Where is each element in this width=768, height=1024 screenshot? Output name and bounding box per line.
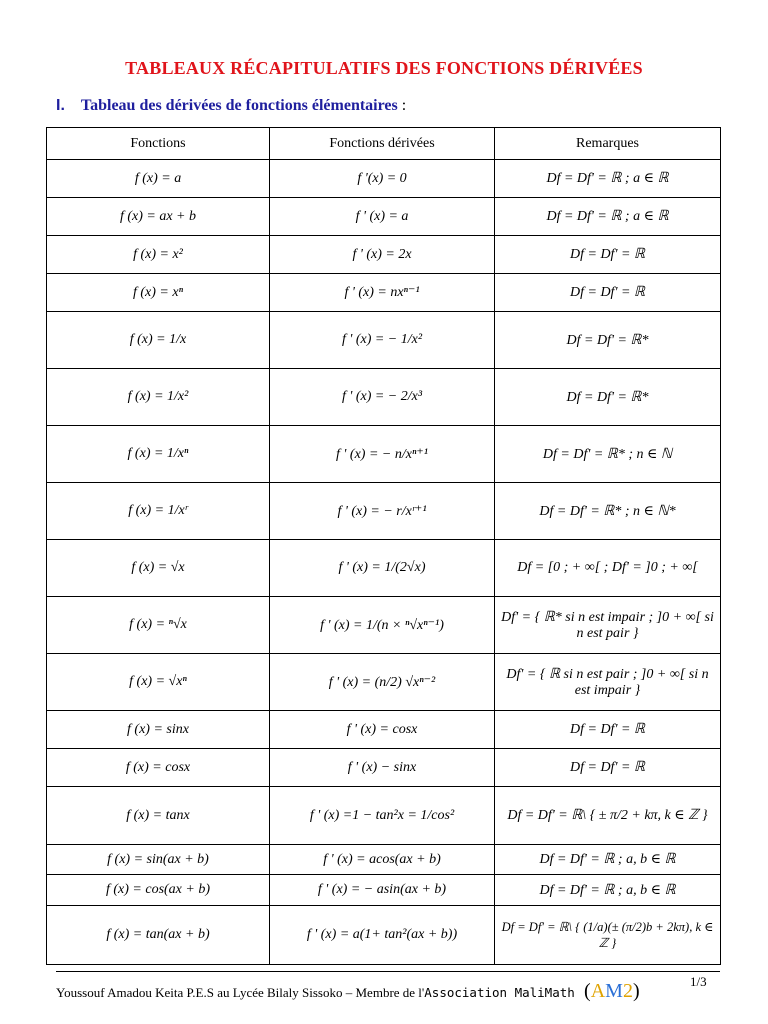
table-row — [47, 274, 721, 312]
remark-cell: Df = Df' = ℝ* — [495, 369, 721, 426]
function-cell: f (x) = tan(ax + b) — [47, 906, 270, 965]
section-heading-suffix: : — [397, 97, 407, 114]
derivative-cell: f ' (x) = 2x — [270, 236, 495, 274]
section-heading — [56, 97, 406, 115]
remark-cell: Df = Df' = ℝ* — [495, 312, 721, 369]
derivative-cell: f ' (x) = nxⁿ⁻¹ — [270, 274, 495, 312]
header-remarks: Remarques — [495, 128, 721, 160]
header-functions: Fonctions — [47, 128, 270, 160]
remark-cell: Df = Df' = ℝ* ; n ∈ ℕ — [495, 426, 721, 483]
function-cell: f (x) = ax + b — [47, 198, 270, 236]
remark-cell: Df = Df' = ℝ ; a, b ∈ ℝ — [495, 875, 721, 906]
table-row — [47, 787, 721, 845]
table-row — [47, 597, 721, 654]
remark-cell: Df = Df' = ℝ ; a ∈ ℝ — [495, 160, 721, 198]
function-cell: f (x) = 1/x² — [47, 369, 270, 426]
function-cell: f (x) = 1/xⁿ — [47, 426, 270, 483]
table-row — [47, 749, 721, 787]
derivative-cell: f ' (x) = − n/xⁿ⁺¹ — [270, 426, 495, 483]
derivative-cell: f ' (x) =1 − tan²x = 1/cos² — [270, 787, 495, 845]
footer-association: Association MaliMath — [424, 985, 575, 1000]
function-cell: f (x) = xⁿ — [47, 274, 270, 312]
section-number: I. — [56, 97, 65, 114]
table-row — [47, 160, 721, 198]
remark-cell: Df = Df' = ℝ\ { (1/a)(± (π/2)b + 2kπ), k ∈ ℤ } — [495, 906, 721, 965]
function-cell: f (x) = a — [47, 160, 270, 198]
table-row — [47, 654, 721, 711]
derivative-cell: f '(x) = 0 — [270, 160, 495, 198]
remark-cell: Df = Df' = ℝ ; a ∈ ℝ — [495, 198, 721, 236]
page-number: 1/3 — [690, 974, 707, 989]
function-cell: f (x) = sinx — [47, 711, 270, 749]
footer-divider — [56, 971, 720, 972]
am2-logo: (AM2) — [584, 980, 640, 1002]
table-header-row — [47, 128, 721, 160]
footer — [56, 980, 640, 1003]
function-cell: f (x) = 1/xʳ — [47, 483, 270, 540]
remark-cell: Df = Df' = ℝ* ; n ∈ ℕ* — [495, 483, 721, 540]
table-row — [47, 198, 721, 236]
remark-cell: Df = Df' = ℝ — [495, 236, 721, 274]
function-cell: f (x) = √xⁿ — [47, 654, 270, 711]
remark-cell: Df' = { ℝ si n est pair ; ]0 + ∞[ si n est impair } — [495, 654, 721, 711]
function-cell: f (x) = x² — [47, 236, 270, 274]
function-cell: f (x) = sin(ax + b) — [47, 845, 270, 875]
function-cell: f (x) = cos(ax + b) — [47, 875, 270, 906]
table-row — [47, 236, 721, 274]
table-row — [47, 875, 721, 906]
remark-cell: Df = Df' = ℝ — [495, 274, 721, 312]
remark-cell: Df = Df' = ℝ\ { ± π/2 + kπ, k ∈ ℤ } — [495, 787, 721, 845]
table-row — [47, 426, 721, 483]
derivative-cell: f ' (x) = a(1+ tan²(ax + b)) — [270, 906, 495, 965]
footer-member-prefix: Membre de l' — [355, 985, 425, 1000]
function-cell: f (x) = tanx — [47, 787, 270, 845]
derivative-cell: f ' (x) = 1/(n × ⁿ√xⁿ⁻¹) — [270, 597, 495, 654]
remark-cell: Df = [0 ; + ∞[ ; Df' = ]0 ; + ∞[ — [495, 540, 721, 597]
footer-author: Youssouf Amadou Keita P.E.S au Lycée Bilaly Sissoko — [56, 985, 343, 1000]
table-row — [47, 312, 721, 369]
function-cell: f (x) = ⁿ√x — [47, 597, 270, 654]
derivative-cell: f ' (x) = − 2/x³ — [270, 369, 495, 426]
remark-cell: Df = Df' = ℝ — [495, 749, 721, 787]
derivative-cell: f ' (x) = (n/2) √xⁿ⁻² — [270, 654, 495, 711]
derivative-cell: f ' (x) − sinx — [270, 749, 495, 787]
header-derivatives: Fonctions dérivées — [270, 128, 495, 160]
remark-cell: Df = Df' = ℝ ; a, b ∈ ℝ — [495, 845, 721, 875]
derivative-cell: f ' (x) = − asin(ax + b) — [270, 875, 495, 906]
derivative-cell: f ' (x) = 1/(2√x) — [270, 540, 495, 597]
table-row — [47, 845, 721, 875]
table-row — [47, 711, 721, 749]
table-row — [47, 483, 721, 540]
derivative-cell: f ' (x) = a — [270, 198, 495, 236]
derivative-cell: f ' (x) = − r/xʳ⁺¹ — [270, 483, 495, 540]
remark-cell: Df = Df' = ℝ — [495, 711, 721, 749]
derivative-cell: f ' (x) = cosx — [270, 711, 495, 749]
table-row — [47, 540, 721, 597]
page-title: TABLEAUX RÉCAPITULATIFS DES FONCTIONS DÉRIVÉES — [125, 58, 643, 78]
derivative-cell: f ' (x) = − 1/x² — [270, 312, 495, 369]
derivatives-table — [46, 127, 721, 965]
footer-separator: – — [342, 985, 356, 1000]
section-heading-text: Tableau des dérivées de fonctions élémentaires — [80, 97, 398, 114]
table-row — [47, 369, 721, 426]
function-cell: f (x) = √x — [47, 540, 270, 597]
function-cell: f (x) = cosx — [47, 749, 270, 787]
table-row — [47, 906, 721, 965]
function-cell: f (x) = 1/x — [47, 312, 270, 369]
derivative-cell: f ' (x) = acos(ax + b) — [270, 845, 495, 875]
remark-cell: Df' = { ℝ* si n est impair ; ]0 + ∞[ si n est pair } — [495, 597, 721, 654]
